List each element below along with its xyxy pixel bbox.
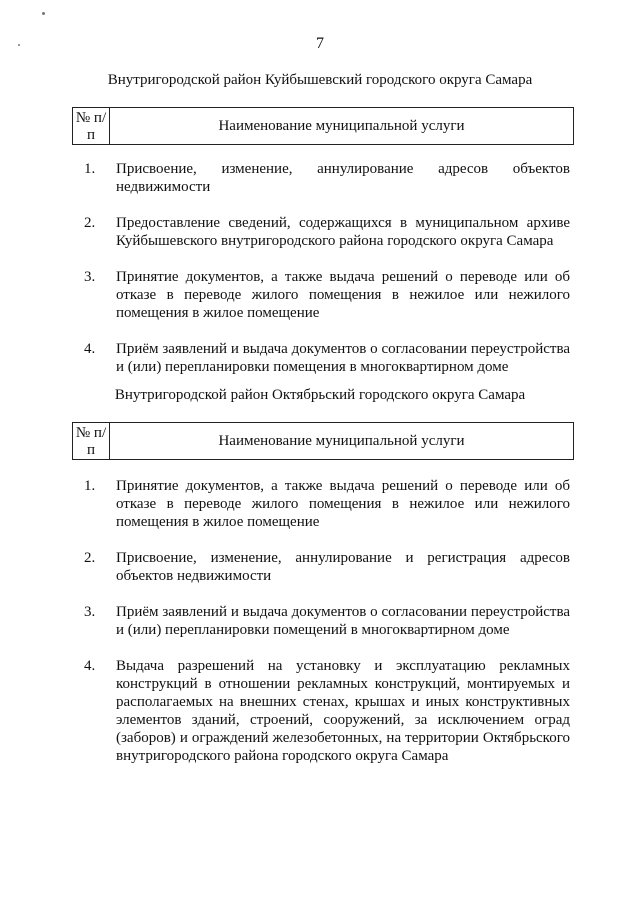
list-item xyxy=(84,214,570,250)
list-item xyxy=(84,160,570,196)
item-number: 3. xyxy=(84,604,96,620)
item-text: Принятие документов, а также выдача решений о переводе или об отказе в переводе жилого помещения в нежилое или нежилого помещения в жилое помещение xyxy=(116,478,570,530)
item-text: Приём заявлений и выдача документов о согласовании переустройства и (или) перепланировки помещения в многоквартирном доме xyxy=(116,341,570,375)
item-text: Присвоение, изменение, аннулирование адресов объектов недвижимости xyxy=(116,161,570,195)
item-number: 4. xyxy=(84,341,96,357)
services-table-header xyxy=(72,107,574,145)
col-service-name-header: Наименование муниципальной услуги xyxy=(218,117,465,134)
col-number-header: № п/п xyxy=(73,423,110,459)
item-number: 1. xyxy=(84,161,96,177)
list-item xyxy=(84,477,570,531)
scan-speck xyxy=(42,12,45,15)
list-item xyxy=(84,340,570,376)
service-list-kuibyshevsky xyxy=(84,160,570,394)
item-text: Предоставление сведений, содержащихся в муниципальном архиве Куйбышевского внутригородского района городского округа Самара xyxy=(116,215,570,249)
list-item xyxy=(84,268,570,322)
list-item xyxy=(84,549,570,585)
district-heading-oktyabrsky: Внутригородской район Октябрьский городского округа Самара xyxy=(114,387,526,403)
service-list-oktyabrsky xyxy=(84,477,570,783)
page-number: 7 xyxy=(316,35,324,52)
item-text: Приём заявлений и выдача документов о согласовании переустройства и (или) перепланировки помещений в многоквартирном доме xyxy=(116,604,570,638)
list-item xyxy=(84,603,570,639)
services-table-header xyxy=(72,422,574,460)
col-number-header: № п/п xyxy=(73,108,110,144)
item-number: 1. xyxy=(84,478,96,494)
district-heading-kuibyshevsky: Внутригородской район Куйбышевский городского округа Самара xyxy=(107,72,533,88)
item-number: 3. xyxy=(84,269,96,285)
item-number: 4. xyxy=(84,658,96,674)
list-item xyxy=(84,657,570,765)
item-text: Присвоение, изменение, аннулирование и регистрация адресов объектов недвижимости xyxy=(116,550,570,584)
item-number: 2. xyxy=(84,550,96,566)
col-service-name-header: Наименование муниципальной услуги xyxy=(218,432,465,449)
item-number: 2. xyxy=(84,215,96,231)
item-text: Принятие документов, а также выдача решений о переводе или об отказе в переводе жилого помещения в нежилое или нежилого помещения в жилое помещение xyxy=(116,269,570,321)
item-text: Выдача разрешений на установку и эксплуатацию рекламных конструкций в отношении рекламных конструкций, монтируемых и располагаемых на внешних стенах, крышах и иных конструктивных элементов зданий, строений, сооружений, за исключением оград (заборов) и ограждений железобетонных, на территории Октябрьского внутригородского района городского округа Самара xyxy=(116,658,570,764)
